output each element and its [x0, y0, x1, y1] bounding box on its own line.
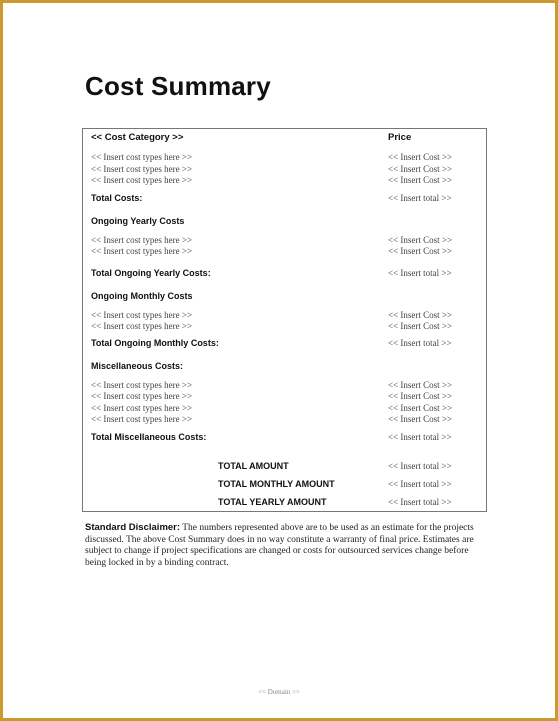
- page-title: Cost Summary: [85, 71, 271, 101]
- cost-type-cell: << Insert cost types here >>: [91, 380, 193, 390]
- total-amount-row: [83, 460, 486, 472]
- cost-type-cell: << Insert cost types here >>: [91, 414, 193, 424]
- table-row: [83, 413, 486, 425]
- cost-value-cell: << Insert Cost >>: [388, 310, 453, 320]
- price-header: Price: [388, 132, 412, 143]
- misc-total-row: [83, 431, 486, 443]
- monthly-heading: Ongoing Monthly Costs: [91, 291, 193, 301]
- misc-total-label: Total Miscellaneous Costs:: [91, 432, 207, 442]
- section-heading: [83, 215, 486, 227]
- cost-value-cell: << Insert Cost >>: [388, 235, 453, 245]
- table-row: [83, 245, 486, 257]
- cost-value-cell: << Insert Cost >>: [388, 152, 453, 162]
- cost-value-cell: << Insert Cost >>: [388, 414, 453, 424]
- total-monthly-value: << Insert total >>: [388, 479, 452, 489]
- cost-value-cell: << Insert Cost >>: [388, 391, 453, 401]
- section-heading: [83, 290, 486, 302]
- cost-type-cell: << Insert cost types here >>: [91, 164, 193, 174]
- misc-heading: Miscellaneous Costs:: [91, 361, 184, 371]
- cost-type-cell: << Insert cost types here >>: [91, 321, 193, 331]
- page-footer: << Domain >>: [258, 688, 300, 696]
- cost-type-cell: << Insert cost types here >>: [91, 235, 193, 245]
- monthly-total-row: [83, 337, 486, 349]
- total-yearly-row: [83, 496, 486, 508]
- misc-total-value: << Insert total >>: [388, 432, 452, 442]
- table-row: [83, 151, 486, 163]
- total-costs-value: << Insert total >>: [388, 193, 452, 203]
- table-header: [83, 132, 486, 144]
- cost-value-cell: << Insert Cost >>: [388, 321, 453, 331]
- yearly-total-row: [83, 267, 486, 279]
- cost-type-cell: << Insert cost types here >>: [91, 310, 193, 320]
- monthly-total-label: Total Ongoing Monthly Costs:: [91, 338, 219, 348]
- cost-value-cell: << Insert Cost >>: [388, 175, 453, 185]
- category-header: << Cost Category >>: [91, 132, 184, 143]
- cost-type-cell: << Insert cost types here >>: [91, 152, 193, 162]
- total-monthly-row: [83, 478, 486, 490]
- section-heading: [83, 360, 486, 372]
- yearly-heading: Ongoing Yearly Costs: [91, 216, 185, 226]
- yearly-total-value: << Insert total >>: [388, 268, 452, 278]
- cost-type-cell: << Insert cost types here >>: [91, 175, 193, 185]
- total-amount-label: TOTAL AMOUNT: [218, 461, 289, 471]
- cost-value-cell: << Insert Cost >>: [388, 403, 453, 413]
- total-yearly-label: TOTAL YEARLY AMOUNT: [218, 497, 327, 507]
- disclaimer-text: The numbers represented above are to be used as an estimate for the projects discussed. The above Cost Summary does in no way constitute a warranty of final price. Estimates are subject to change if project specifications are changed or costs for outsourced services change before being locked in by a binding contract.: [85, 523, 474, 568]
- total-costs-label: Total Costs:: [91, 193, 143, 203]
- table-row: [83, 320, 486, 332]
- total-costs-row: [83, 192, 486, 204]
- disclaimer: [85, 522, 485, 569]
- cost-value-cell: << Insert Cost >>: [388, 380, 453, 390]
- cost-type-cell: << Insert cost types here >>: [91, 246, 193, 256]
- total-amount-value: << Insert total >>: [388, 461, 452, 471]
- total-yearly-value: << Insert total >>: [388, 497, 452, 507]
- cost-table: [82, 128, 487, 512]
- yearly-total-label: Total Ongoing Yearly Costs:: [91, 268, 211, 278]
- cost-type-cell: << Insert cost types here >>: [91, 391, 193, 401]
- table-row: [83, 390, 486, 402]
- monthly-total-value: << Insert total >>: [388, 338, 452, 348]
- total-monthly-label: TOTAL MONTHLY AMOUNT: [218, 479, 335, 489]
- disclaimer-label: Standard Disclaimer:: [85, 522, 181, 533]
- cost-type-cell: << Insert cost types here >>: [91, 403, 193, 413]
- cost-value-cell: << Insert Cost >>: [388, 164, 453, 174]
- table-row: [83, 174, 486, 186]
- cost-value-cell: << Insert Cost >>: [388, 246, 453, 256]
